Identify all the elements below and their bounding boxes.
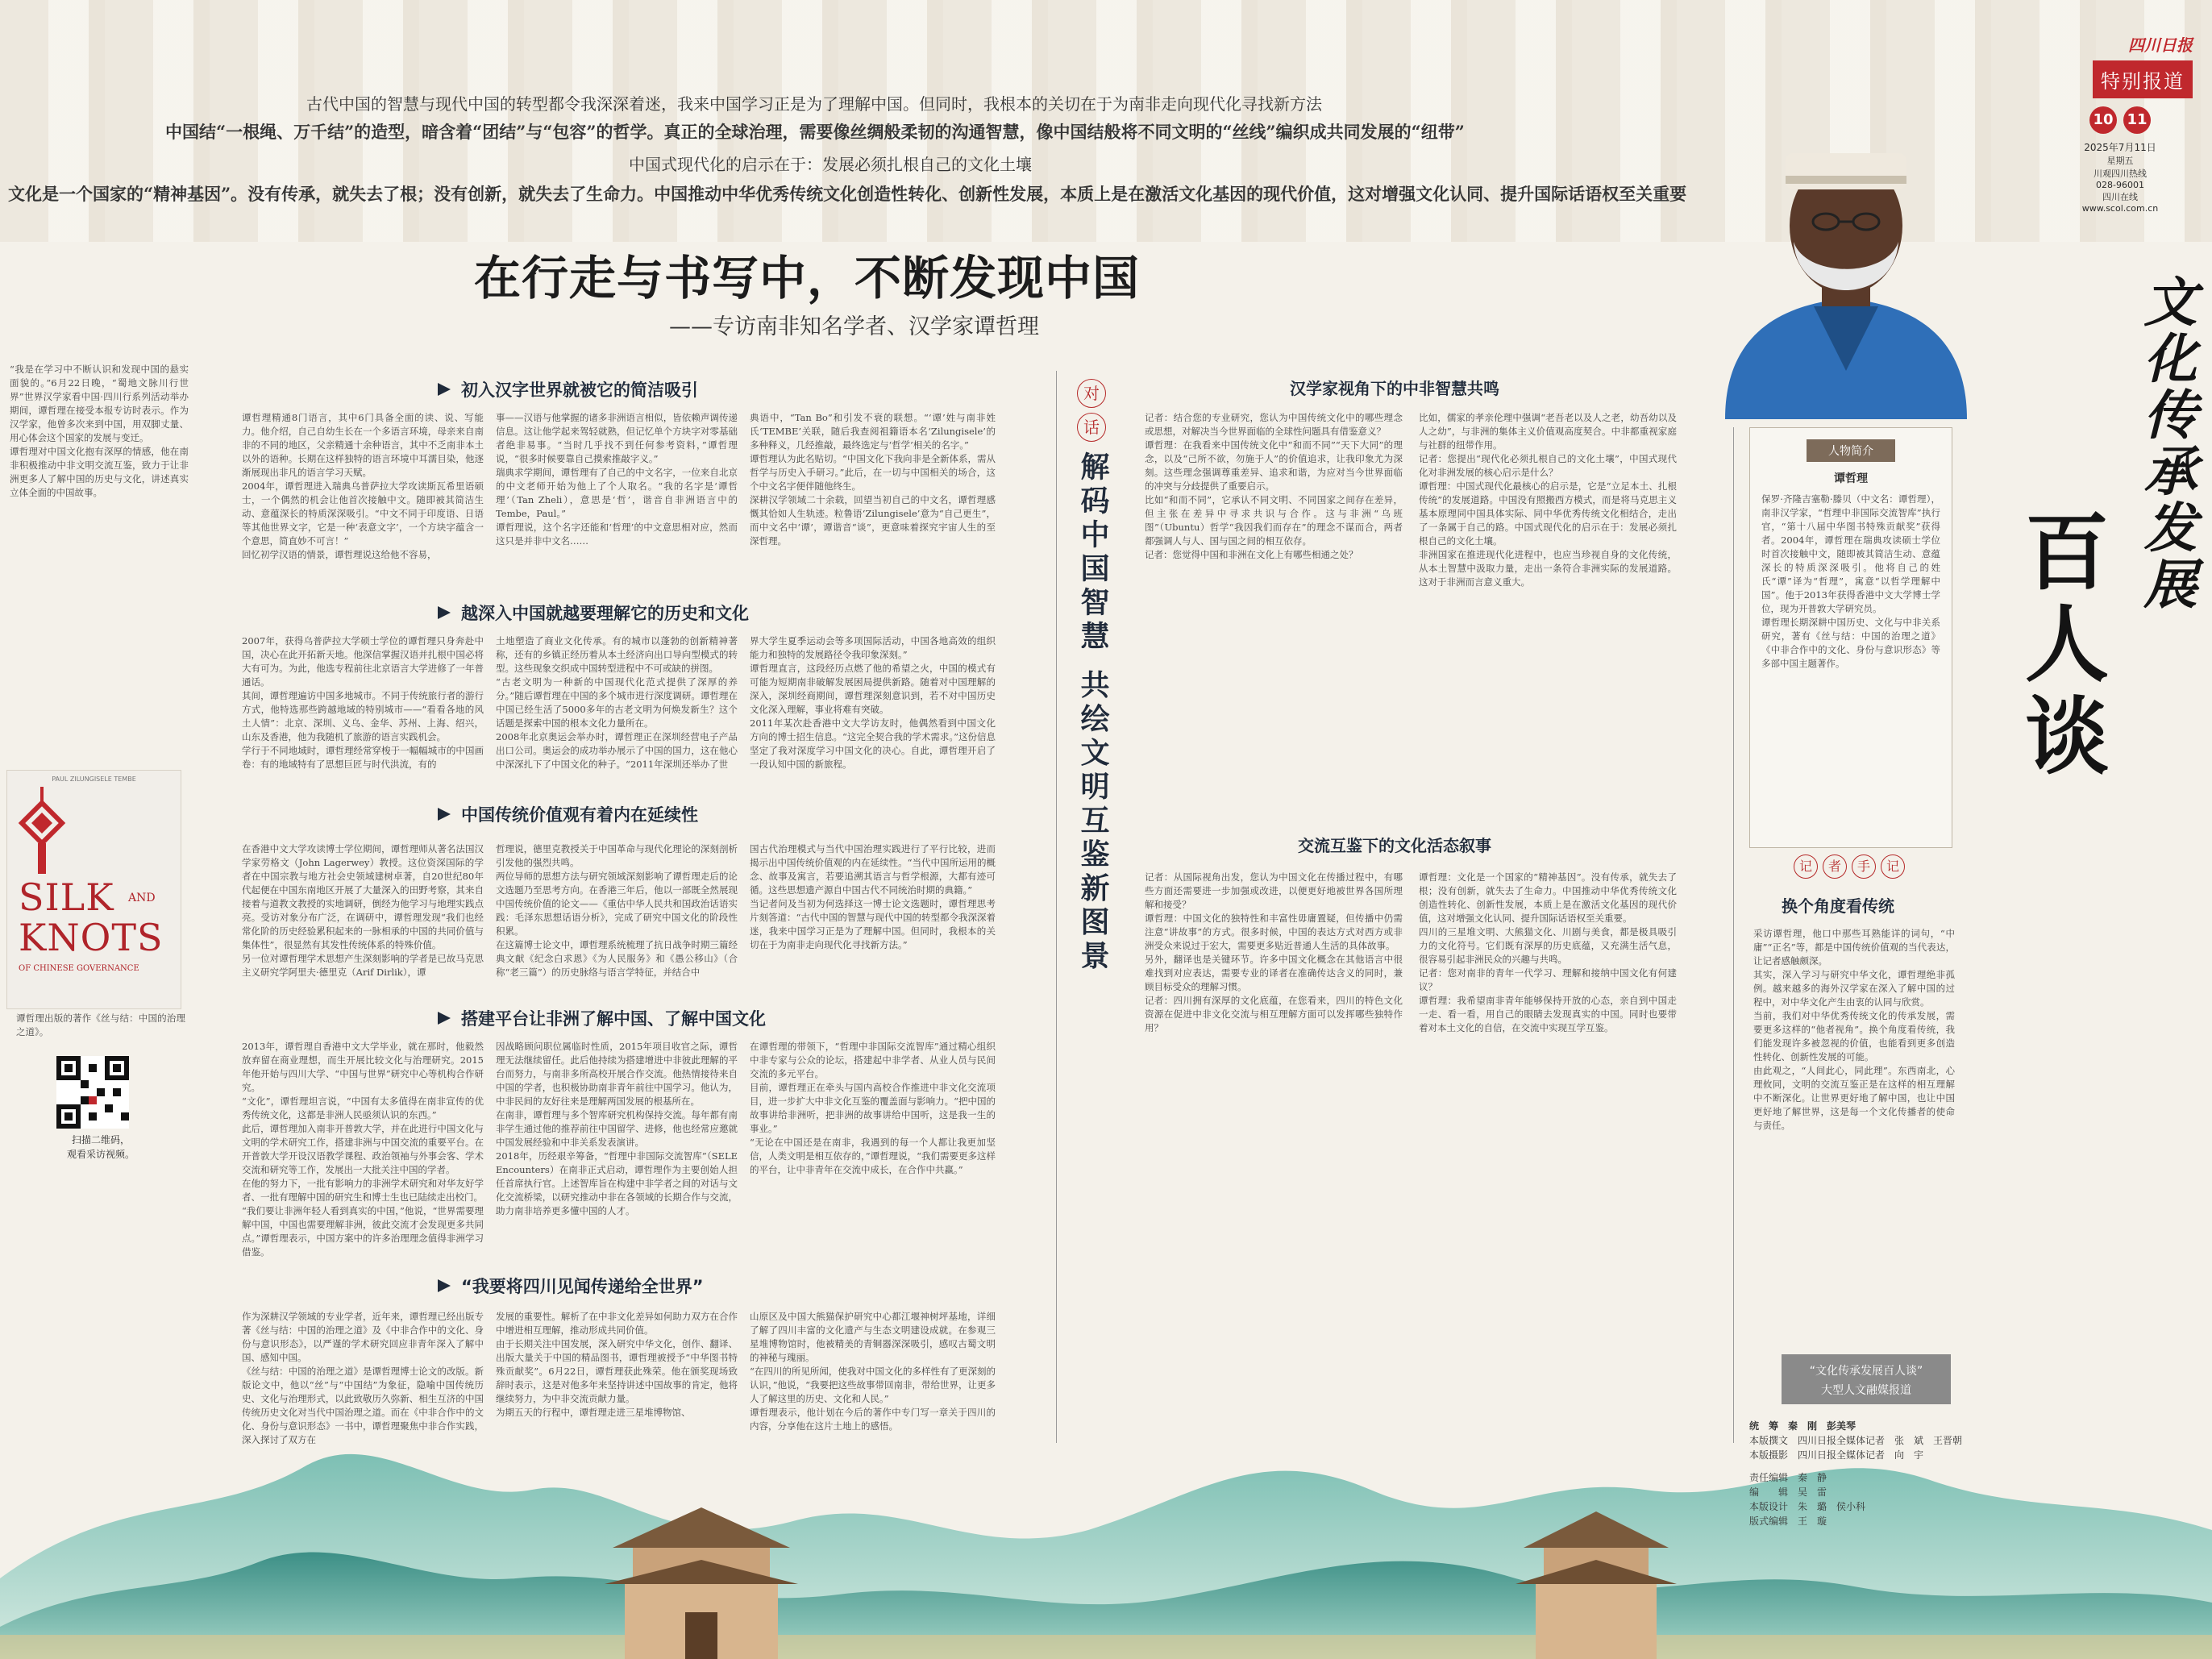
- reporter-note-tag-char-3: 手: [1852, 854, 1876, 879]
- credit-line-4: 责任编辑 秦 静: [1749, 1472, 1827, 1483]
- section-3-col-2: 哲理说，德里克教授关于中国革命与现代化理论的深刻剖析引发他的强烈共鸣。 两位导师的思想方法与研究领域深刻影响了谭哲理走后的论文选题乃至思考方向。在香港三年后，他以一部既全然展现中国传统价值的论文——《重估中华人民共和国政治话语实践：毛泽东思想话语分析》，完成了研究中国文化的阶段性积累。 在这篇博士论文中，谭哲理系统梳理了抗日战争时期三篇经典文献《纪念白求恩》《为人民服务》和《愚公移山》（合称“老三篇”）的历史脉络与语言学特征，并结合中: [496, 843, 738, 978]
- dialogue-divider-left: [1056, 371, 1057, 1443]
- book-subtitle: OF CHINESE GOVERNANCE: [19, 964, 139, 973]
- dialogue-title: 解码中国智慧 共绘文明互鉴新图景: [1076, 451, 1109, 975]
- section-2-col-2: 土地塑造了商业文化传承。有的城市以蓬勃的创新精神著称，还有的乡镇正经历着从本土经济向出口导向型模式的转型。这些现象交织成中国转型进程中不可或缺的拼图。 “古老文明为一种新的中国现代化范式提供了深厚的养分。”随后谭哲理在中国的多个城市进行深度调研。谭哲理在中国已经生活了5000多年的古老文明为何焕发新生？这个话题是探索中国的根本文化力量所在。 2008年北京奥运会举办时，谭哲理正在深圳经营电子产品出口公司。奥运会的成功举办展示了中国的国力，这在他心中深深扎下了中国文化的种子。“2011年深圳还举办了世: [496, 635, 738, 770]
- credit-line-7: 版式编辑 王 璇: [1749, 1516, 1827, 1527]
- top-quote-1: 古代中国的智慧与现代中国的转型都令我深深着迷，我来中国学习正是为了理解中国。但同时，我根本的关切在于为南非走向现代化寻找新方法: [306, 94, 1322, 114]
- book-caption: 谭哲理出版的著作《丝与结：中国的治理之道》。: [16, 1012, 185, 1037]
- website-link[interactable]: www.scol.com.cn: [2081, 203, 2159, 214]
- reporter-note-body: 采访谭哲理，他口中那些耳熟能详的词句，“中庸”“正名”等，都是中国传统价值观的当代表达，让记者感触颇深。 其实，深入学习与研究中华文化，谭哲理绝非孤例。越来越多的海外汉学家在深入了解中国的过程中，对中华文化产生由衷的认同与欣赏。 当前，我们对中华优秀传统文化的传承发展，需要更多这样的“他者视角”。换个角度看传统，我们能发现许多被忽视的价值，也能看到更多创造性转化、创新性发展的可能。 由此观之，“人间此心，同此理”。东西南北，心理攸同，文明的交流互鉴正是在这样的相互理解中不断深化。让世界更好地了解中国，也让中国更好地了解世界，这是每一个文化传播者的使命与责任。: [1753, 928, 1955, 1131]
- qr-code-image[interactable]: [56, 1056, 129, 1129]
- section-5-col-2: 发展的重要性。解析了在中非文化差异如何助力双方在合作中增进相互理解，推动形成共同价值。 由于长期关注中国发展，深入研究中华文化，创作、翻译、出版大量关于中国的精品图书，谭哲理被授予“中华图书特殊贡献奖”。6月22日，谭哲理获此殊荣。他在颁奖现场致辞时表示，这是对他多年来坚持讲述中国故事的肯定，他将继续努力，为中非交流贡献力量。 为期五天的行程中，谭哲理走进三星堆博物馆、: [496, 1311, 738, 1418]
- section-heading-4: [435, 1006, 766, 1030]
- online-label: 四川在线: [2102, 192, 2138, 202]
- section-heading-3: [435, 802, 698, 826]
- hotline-number: 028-96001: [2096, 180, 2144, 190]
- dialogue-2-col-2: 谭哲理：文化是一个国家的“精神基因”。没有传承，就失去了根；没有创新，就失去了生命力。中国推动中华优秀传统文化创造性转化、创新性发展，本质上是在激活文化基因的现代价值，这对增强文化认同、提升国际话语权至关重要。 四川的三星堆文明、大熊猫文化、川剧与美食，都是极具吸引力的文化符号。它们既有深厚的历史底蕴，又充满生活气息，很容易引起非洲民众的兴趣与共鸣。 记者：您对南非的青年一代学习、理解和接纳中国文化有何建议？ 谭哲理：我希望南非青年能够保持开放的心态，亲自到中国走一走、看一看，用自己的眼睛去发现真实的中国。同时也要带着对本土文化的自信，在交流中实现互学互鉴。: [1419, 871, 1677, 1033]
- dialogue-divider-right: [1733, 427, 1734, 1443]
- section-5-col-1: 作为深耕汉学领域的专业学者，近年来，谭哲理已经出版专著《丝与结：中国的治理之道》及《中非合作中的文化、身份与意识形态》，以严谨的学术研究回应非青年深入了解中国、感知中国。 《丝与结：中国的治理之道》是谭哲理博士论文的改版。新版论文中，他以“丝”与“中国结”为象征，隐喻中国传统历史、文化与治理形式，以此致敬历久弥新、相生互济的中国传统历史文化对当代中国治理之道。而在《中非合作中的文化、身份与意识形态》一书中，谭哲理聚焦中非合作实践，深入探讨了双方在: [242, 1311, 484, 1445]
- dialogue-1-col-1: 记者：结合您的专业研究，您认为中国传统文化中的哪些理念或思想，对解决当今世界面临的全球性问题具有借鉴意义？ 谭哲理：在我看来中国传统文化中“和而不同”“天下大同”的理念，以及“己所不欲，勿施于人”的价值追求，让我印象尤为深刻。这些理念强调尊重差异、追求和谐，为应对当今世界面临的冲突与分歧提供了重要启示。 比如“和而不同”，它承认不同文明、不同国家之间存在差异，但主张在差异中寻求共识与合作。这与非洲“乌班图”（Ubuntu）哲学“我因我们而存在”的理念不谋而合，两者都强调人与人、国与国之间的相互依存。 记者：您觉得中国和非洲在文化上有哪些相通之处？: [1145, 412, 1403, 560]
- section-3-col-3: 国古代治理模式与当代中国治理实践进行了平行比较，进而揭示出中国传统价值观的内在延续性。“当代中国所运用的概念、故事及寓言，若要追溯其语言与哲学根源，大都有迹可循。这些思想遗产源自中国古代不同统治时期的典籍。” 当记者问及当初为何选择这一博士论文选题时，谭哲理思考片刻答道：“古代中国的智慧与现代中国的转型都令我深深着迷，我来中国学习正是为了理解中国。但同时，我根本的关切在于为南非走向现代化寻找新方法。”: [750, 843, 996, 950]
- section-label: 特别报道: [2093, 60, 2193, 98]
- chevron-right-icon: [435, 1009, 453, 1027]
- series-title-line1: 文化传承发展: [2135, 274, 2197, 613]
- reporter-note-title: 换个角度看传统: [1782, 896, 1894, 916]
- book-title-knots: KNOTS: [19, 916, 164, 959]
- dialogue-heading-2: 交流互鉴下的文化活态叙事: [1298, 836, 1491, 855]
- chevron-right-icon: [435, 1277, 453, 1295]
- column-stamp: [1782, 1354, 1951, 1404]
- section-4-col-2: 因战略顾问职位属临时性质，2015年项目收官之际，谭哲理无法继续留任。此后他持续为搭建增进中非彼此理解的平台而努力，与南非多所高校开展合作交流。他热情接待来自中国的学者，也积极协助南非青年前往中国学习。他认为，中非民间的友好往来是理解两国发展的根基所在。 在南非，谭哲理与多个智库研究机构保持交流。每年都有南非学生通过他的推荐前往中国留学、进修，他也经常应邀就中国发展经验和中非关系发表演讲。 2018年，历经艰辛筹备，“哲理中非国际交流智库”（SELE Encounters）在南非正式启动，谭哲理作为主要创始人担任首席执行官。上述智库旨在构建中非学者之间的对话与文化交流桥梁，以研究推动中非在各领域的长期合作与交流，助力南非培养更多懂中国的人才。: [496, 1041, 738, 1216]
- page-number-left: 10: [2089, 106, 2117, 134]
- issue-date: 2025年7月11日: [2084, 142, 2156, 153]
- headline-subtitle: ——专访南非知名学者、汉学家谭哲理: [669, 314, 1039, 339]
- book-cover: [6, 770, 181, 1009]
- top-quote-2: 中国结“一根绳、万千结”的造型，暗含着“团结”与“包容”的哲学。真正的全球治理，需要像丝绸般柔韧的沟通智慧，像中国结般将不同文明的“丝线”编织成共同发展的“纽带”: [165, 122, 1465, 142]
- reporter-note-tag-char-1: 记: [1794, 854, 1818, 879]
- qr-caption-line1: 扫描二维码，: [71, 1134, 130, 1146]
- chevron-right-icon: [435, 805, 453, 823]
- dialogue-1-col-2: 比如，儒家的孝亲伦理中强调“老吾老以及人之老，幼吾幼以及人之幼”，与非洲的集体主义价值观高度契合。中非都重视家庭与社群的纽带作用。 记者：您提出“现代化必须扎根自己的文化土壤”，中国式现代化对非洲发展的核心启示是什么？ 谭哲理：中国式现代化最核心的启示是，它是“立足本土、扎根传统”的发展道路。中国没有照搬西方模式，而是将马克思主义基本原理同中国具体实际、同中华优秀传统文化相结合，走出了一条属于自己的路。中国式现代化的启示在于：发展必须扎根自己的文化土壤。 非洲国家在推进现代化进程中，也应当珍视自身的文化传统，从本土智慧中汲取力量，走出一条符合非洲实际的发展道路。这对于非洲而言意义重大。: [1419, 412, 1677, 588]
- profile-title: 人物简介: [1807, 439, 1895, 462]
- profile-box: [1749, 427, 1952, 848]
- masthead: [2048, 32, 2193, 214]
- column-stamp-line1: “文化传承发展百人谈”: [1809, 1365, 1923, 1378]
- hotline-label: 川观四川热线: [2094, 168, 2147, 179]
- qr-caption-line2: 观看采访视频。: [66, 1149, 135, 1160]
- credit-line-6: 本版设计 朱 璐 侯小科: [1749, 1501, 1866, 1512]
- issue-weekday: 星期五: [2106, 156, 2134, 166]
- column-stamp-line2: 大型人文融媒报道: [1821, 1384, 1911, 1397]
- qr-caption: [48, 1133, 153, 1162]
- credits: [1749, 1419, 1975, 1528]
- profile-name: 谭哲理: [1834, 472, 1868, 485]
- dialogue-2-col-1: 记者：从国际视角出发，您认为中国文化在传播过程中，有哪些方面还需要进一步加强或改进，以便更好地被世界各国所理解和接受？ 谭哲理：中国文化的独特性和丰富性毋庸置疑，但传播中仍需注意“讲故事”的方式。很多时候，中国的表达方式对西方或非洲受众来说过于宏大，需要更多贴近普通人生活的具体故事。 另外，翻译也是关键环节。许多中国文化概念在其他语言中很难找到对应表达，需要专业的译者在准确传达含义的同时，兼顾目标受众的理解习惯。 记者：四川拥有深厚的文化底蕴，在您看来，四川的特色文化资源在促进中非文化交流与相互理解方面可以发挥哪些独特作用？: [1145, 871, 1403, 1033]
- section-heading-1: [435, 377, 698, 401]
- section-heading-4-text: 搭建平台让非洲了解中国、了解中国文化: [461, 1009, 766, 1029]
- credit-line-5: 编 辑 吴 雷: [1749, 1486, 1827, 1498]
- section-1-col-1: 谭哲理精通8门语言，其中6门具备全面的读、说、写能力。他介绍，自己自幼生长在一个多语言环境，母亲来自南非的不同的地区，父亲精通十余种语言，其中不乏南非本土以外的语种。长期在这样独特的语言环境中耳濡目染，他逐渐展现出非凡的语言学习天赋。 2004年，谭哲理进入瑞典乌普萨拉大学攻读斯瓦希里语硕士，一个偶然的机会让他首次接触中文。随即被其简洁生动、意蕴深长的特质深深吸引。“中文不同于印度语、日语等其他世界文字，它是一种‘表意文字’，一个方块字蕴含一个意思，简直妙不可言！” 回忆初学汉语的情景，谭哲理说这给他不容易，: [242, 412, 484, 560]
- dialogue-tag-char-2: 话: [1077, 413, 1106, 442]
- top-quote-3: 中国式现代化的启示在于：发展必须扎根自己的文化土壤: [629, 155, 1032, 174]
- headline-title: 在行走与书写中，不断发现中国: [474, 251, 1141, 306]
- credit-line-3: 本版摄影 四川日报全媒体记者 向 宇: [1749, 1449, 1924, 1461]
- reporter-note-tag-char-4: 记: [1881, 854, 1905, 879]
- page-numbers: [2048, 106, 2193, 134]
- section-heading-5-text: “我要将四川见闻传递给全世界”: [461, 1277, 704, 1296]
- dialogue-tag-char-1: 对: [1077, 379, 1106, 408]
- chinese-knot-icon: [14, 787, 70, 875]
- intro-column: “我是在学习中不断认识和发现中国的悬实面貌的。”6月22日晚，“蜀地文脉川行世界”世界汉学家看中国·四川行系列活动举办期间，谭哲理在接受本报专访时表示。作为汉学家，他曾多次来到中国，用双脚丈量、用心体会这个国家的发展与变迁。 谭哲理对中国文化抱有深厚的情感，他在南非积极推动中非文明交流互鉴，致力于让非洲更多人了解中国的历史与文化，讲述真实立体全面的中国故事。: [10, 364, 189, 498]
- section-3-col-1: 在香港中文大学攻读博士学位期间，谭哲理师从著名法国汉学家劳格文（John Lagerwey）教授。这位资深国际的学者在中国宗教与地方社会史领域建树卓著，自20世纪80年代起便在中国东南地区开展了大量深入的田野考察，其来自接着与道教文教授的实地调研，倒经为他学习与地理实践点亮。受访对象分布广泛，在调研中，谭哲理发现“我们也经常化阶的历史经验累积起来的一脉相承的中国的共同价值与集体性”，很显然有其发性传统体系的特殊价值。 另一位对谭哲理学术思想产生深刻影响的学者是已故马克思主义研究学阿里夫·德里克（Arif Dirlik），谭: [242, 843, 484, 978]
- section-heading-3-text: 中国传统价值观有着内在延续性: [461, 805, 698, 825]
- section-1-col-2: 事——汉语与他掌握的诸多非洲语言相似，皆依赖声调传递信息。这让他学起来驾轻就熟，但记忆单个方块字对零基础者绝非易事。“当时几乎找不到任何参考资料，”谭哲理说，“很多时候要靠自己摸索推敲字义。” 瑞典求学期间，谭哲理有了自己的中文名字，一位来自北京的中文老师开始为他上了个人取名。“我的名字是‘谭哲理’（Tan Zheli），意思是‘哲’，谐音自非洲语言中的Tembe，Paul。” 谭哲理说，这个名字还能和‘哲理’的中文意思相对应，然而这只是并非中文名……: [496, 412, 738, 547]
- page-number-right: 11: [2123, 106, 2151, 134]
- profile-body: 保罗·齐隆吉塞勒·滕贝（中文名：谭哲理），南非汉学家，“哲理中非国际交流智库”执行官，“第十八届中华图书特殊贡献奖”获得者。2004年，谭哲理在瑞典攻读硕士学位时首次接触中文，随即被其简洁生动、意蕴深长的特质深深吸引。他将自己的姓氏“谭”译为“哲理”，寓意“以哲学理解中国”。他于2013年获得香港中文大学博士学位，现为开普敦大学研究员。 谭哲理长期深耕中国历史、文化与中非关系研究，著有《丝与结：中国的治理之道》《中非合作中的文化、身份与意识形态》等多部中国主题著作。: [1761, 493, 1940, 669]
- pavilion-illustration-right: [1507, 1499, 1685, 1659]
- portrait-photo: [1693, 105, 1999, 419]
- book-knot-image: [14, 787, 70, 875]
- credit-line-2: 本版撰文 四川日报全媒体记者 张 斌 王晋朝: [1749, 1435, 1963, 1446]
- reporter-note-tag: [1794, 854, 1905, 879]
- section-4-col-1: 2013年，谭哲理自香港中文大学毕业，就在那时，他毅然放弃留在商业理想，而生开展比较文化与治理研究。2015年他开始与四川大学、“中国与世界”研究中心等机构合作研究。 “文化”，谭哲理坦言说，“中国有太多值得在南非宣传的优秀传统文化，这都是非洲人民亟须认识的东西。” 此后，谭哲理加入南非开普敦大学，并在此进行中国文化与文明的学术研究工作，搭建非洲与中国交流的重要平台。在开普敦大学开设汉语教学课程、政治领袖与外事会客、学术交流和研究等工作，发展出一大批关注中国的学者。 在他的努力下，一批有影响力的非洲学术研究和对华友好学者、一批有理解中国的研究生和博士生也已陆续走出校门。 “我们要让非洲年轻人看到真实的中国，”他说，“世界需要理解中国，中国也需要理解非洲，彼此交流才会发现更多共同点。”谭哲理表示，中国方案中的许多治理理念值得非洲学习借鉴。: [242, 1041, 484, 1258]
- section-2-col-3: 界大学生夏季运动会等多项国际活动，中国各地高效的组织能力和独特的发展路径令我印象深刻。” 谭哲理直言，这段经历点燃了他的希望之火，中国的模式有可能为短期南非破解发展困局提供新路。随着对中国理解的深入，深圳经商期间，谭哲理深刻意识到，若不对中国历史文化深入理解，事业将难有突破。 2011年某次赴香港中文大学访友时，他偶然看到中国文化方向的博士招生信息。“这完全契合我的学术需求。”这份信息坚定了我对深度学习中国文化的决心。自此，谭哲理开启了一段认知中国的新旅程。: [750, 635, 996, 770]
- section-heading-2-text: 越深入中国就越要理解它的历史和文化: [461, 604, 749, 623]
- reporter-note-tag-char-2: 者: [1823, 854, 1847, 879]
- credit-line-1: 统 筹 秦 刚 彭美琴: [1749, 1420, 1856, 1432]
- section-5-col-3: 山原区及中国大熊猫保护研究中心都江堰神树坪基地，详细了解了四川丰富的文化遗产与生态文明建设成就。在参观三星堆博物馆时，他被精美的青铜器深深吸引，感叹古蜀文明的神秘与瑰丽。 “在四川的所见所闻，使我对中国文化的多样性有了更深刻的认识，”他说，“我要把这些故事带回南非，带给世界，让更多人了解这里的历史、文化和人民。” 谭哲理表示，他计划在今后的著作中专门写一章关于四川的内容，分享他在这片土地上的感悟。: [750, 1311, 996, 1432]
- section-heading-2: [435, 601, 749, 625]
- paper-name: 四川日报: [2128, 35, 2193, 55]
- book-title-and: AND: [128, 892, 156, 904]
- chevron-right-icon: [435, 604, 453, 622]
- book-title-silk: SILK: [19, 875, 114, 919]
- top-quote-4: 文化是一个国家的“精神基因”。没有传承，就失去了根；没有创新，就失去了生命力。中国推动中华优秀传统文化创造性转化、创新性发展，本质上是在激活文化基因的现代价值，这对增强文化认同、提升国际话语权至关重要: [8, 184, 1687, 204]
- dialogue-heading-1: 汉学家视角下的中非智慧共鸣: [1290, 379, 1499, 398]
- chevron-right-icon: [435, 380, 453, 398]
- series-title-line2: 百人谈: [2010, 508, 2110, 784]
- book-author: PAUL ZILUNGISELE TEMBE: [52, 775, 136, 783]
- section-1-col-3: 典语中，“Tan Bo”和引发不衰的联想。“‘谭’姓与南非姓氏‘TEMBE’关联，随后我查阅祖籍语本名‘Zilungisele’的多种释义，几经推敲，最终选定与‘哲学’相关的名字。” 谭哲理认为此名贴切。“中国文化下我向非是全新体系，需从哲学与历史入手研习。”此后，在一切与中国相关的场合，这个中文名字便伴随他终生。 深耕汉学领域二十余载，回望当初自己的中文名，谭哲理感慨其恰如人生轨迹。粒鲁语‘Zilungisele’意为“自己更生”，而中文名中‘谭’，谭谐音“谈”，更意味着探究宇宙人生的至深哲理。: [750, 412, 996, 547]
- dialogue-tag: [1077, 379, 1109, 442]
- section-2-col-1: 2007年，获得乌普萨拉大学硕士学位的谭哲理只身奔赴中国，决心在此开拓新天地。他深信掌握汉语并扎根中国必将大有可为。为此，他选专程前往北京语言大学进修了一年普通话。 其间，谭哲理遍访中国多地城市。不同于传统旅行者的游行方式，他特选那些跨越地域的特别城市——“看看各地的风土人情”：北京、深圳、义乌、金华、苏州、上海、绍兴，山东及香港，他为我随机了旅游的语言实践机会。 学行于不同地域时，谭哲理经常穿梭于一幅幅城市的中国画卷：有的地域特有了思想巨匠与时代洪流，有的: [242, 635, 484, 770]
- section-heading-5: [435, 1274, 704, 1298]
- section-heading-1-text: 初入汉字世界就被它的简洁吸引: [461, 380, 698, 400]
- pavilion-illustration-left: [597, 1491, 806, 1659]
- section-4-col-3: 在谭哲理的带领下，“哲理中非国际交流智库”通过精心组织中非专家与公众的论坛，搭建起中非学者、从业人员与民间交流的多元平台。 目前，谭哲理正在牵头与国内高校合作推进中非文化交流项目，进一步扩大中非文化互鉴的覆盖面与影响力。“把中国的故事讲给非洲听，把非洲的故事讲给中国听，这是我一生的事业。” “无论在中国还是在南非，我遇到的每一个人都让我更加坚信，人类文明是相互依存的，”谭哲理说，“我们需要更多这样的平台，让中非青年在交流中成长，在合作中共赢。”: [750, 1041, 996, 1175]
